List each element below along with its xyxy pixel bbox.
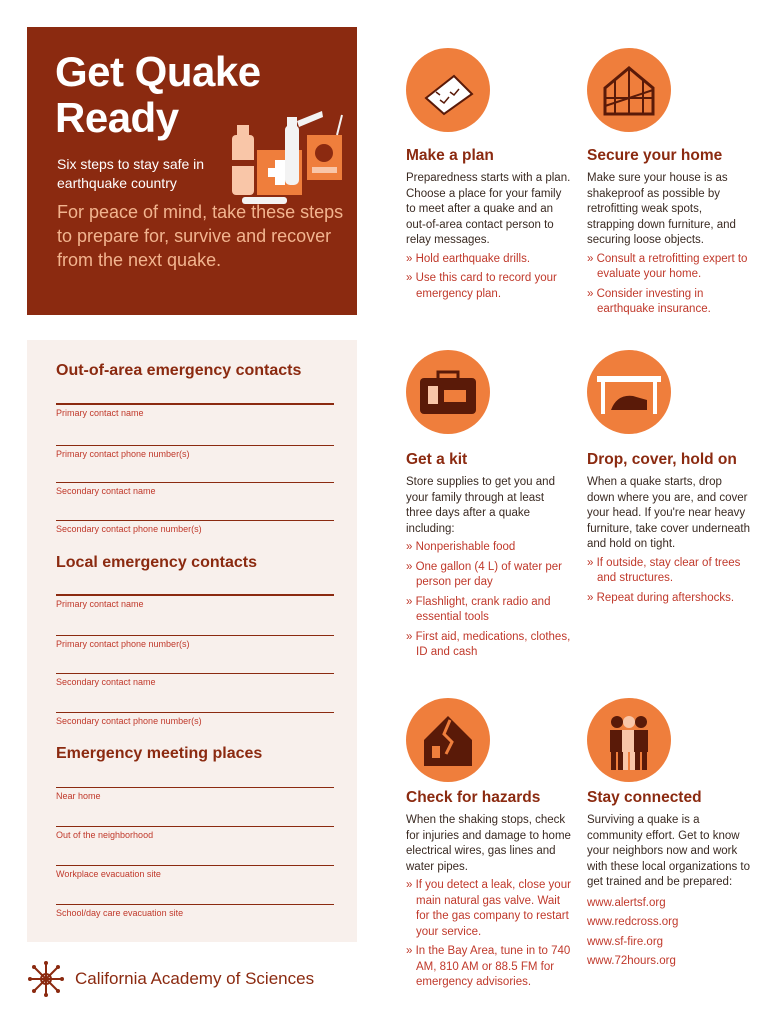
field-label: Near home [56,791,101,801]
step-title: Make a plan [406,147,494,164]
step-list [587,252,752,318]
link-sf-fire[interactable]: www.sf-fire.org [587,935,664,948]
link-alertsf[interactable]: www.alertsf.org [587,896,666,909]
field-label: Secondary contact phone number(s) [56,524,202,534]
damaged-house-icon [406,698,490,782]
list-item: » If you detect a leak, close your main natural gas valve. Wait for the gas company to restart your service. [406,878,571,940]
list-item: » First aid, medications, clothes, ID and cash [406,630,571,661]
step-stay-connected [587,788,752,972]
field-label: Primary contact phone number(s) [56,449,190,459]
document-icon [406,48,490,132]
field-label: Secondary contact name [56,486,156,496]
step-make-a-plan [406,146,571,306]
field-line [56,787,334,788]
form-field[interactable] [56,787,334,801]
field-line [56,445,334,446]
step-body: Store supplies to get you and your family through at least three days after a quake including: [406,476,555,535]
step-title: Get a kit [406,451,468,468]
step-list [587,556,752,607]
list-item: » In the Bay Area, tune in to 740 AM, 810 AM or 88.5 FM for emergency advisories. [406,944,571,991]
emergency-supplies-icon [227,105,347,215]
field-line [56,712,334,713]
field-line [56,403,334,405]
house-icon [587,48,671,132]
step-title: Drop, cover, hold on [587,451,737,468]
people-icon [587,698,671,782]
step-secure-your-home [587,146,752,322]
form-field[interactable] [56,865,334,879]
field-label: School/day care evacuation site [56,908,184,918]
link-72hours[interactable]: www.72hours.org [587,955,676,967]
form-field[interactable] [56,594,334,609]
list-item: » Flashlight, crank radio and essential tools [406,595,571,626]
step-title: Check for hazards [406,789,541,806]
out-of-area-title: Out-of-area emergency contacts [56,362,302,379]
step-list [406,878,571,991]
hero-title-line2: Ready [55,94,179,141]
step-list [406,252,571,303]
field-line [56,865,334,866]
field-label: Secondary contact phone number(s) [56,716,202,726]
local-contacts-title: Local emergency contacts [56,554,257,571]
link-list [587,894,752,972]
kit-icon [406,350,490,434]
field-line [56,520,334,521]
field-label: Primary contact phone number(s) [56,639,190,649]
field-line [56,904,334,905]
list-item: » Consult a retrofitting expert to evaluate your home. [587,252,752,283]
list-item: » Nonperishable food [406,540,571,556]
step-check-for-hazards [406,788,571,995]
step-title: Secure your home [587,147,723,164]
step-list [406,540,571,661]
form-field[interactable] [56,403,334,418]
step-drop-cover-hold-on [587,450,752,610]
link-redcross[interactable]: www.redcross.org [587,916,679,928]
hero-panel [27,27,357,315]
form-field[interactable] [56,445,334,459]
form-field[interactable] [56,482,334,496]
table-icon [587,350,671,434]
field-label: Primary contact name [56,408,144,418]
field-label: Secondary contact name [56,677,156,687]
hero-title-line1: Get Quake [55,48,261,95]
list-item: » Consider investing in earthquake insurance. [587,287,752,318]
hero-body: For peace of mind, take these steps to prepare for, survive and recover from the next quake. [57,202,344,270]
list-item: » Hold earthquake drills. [406,252,571,268]
step-get-a-kit [406,450,571,665]
step-body: When a quake starts, drop down where you are, and cover your head. If you're near heavy furniture, take cover underneath and hold on tight. [587,476,751,550]
field-line [56,826,334,827]
step-body: When the shaking stops, check for injuries and damage to home electrical wires, gas lines and water pipes. [406,814,571,873]
emergency-plan-form [27,340,357,942]
form-field[interactable] [56,635,334,649]
step-body: Surviving a quake is a community effort. Get to know your neighbors now and work with these local organizations to get trained and be prepared: [587,814,751,888]
list-item: » Repeat during aftershocks. [587,591,752,607]
step-body: Preparedness starts with a plan. Choose a place for your family to meet after a quake and an out-of-area contact person to relay messages. [406,172,571,246]
field-label: Workplace evacuation site [56,869,161,879]
footer [27,960,357,1000]
step-title: Stay connected [587,789,702,806]
form-field[interactable] [56,712,334,726]
list-item: » One gallon (4 L) of water per person per day [406,560,571,591]
academy-logo-icon [27,960,65,998]
form-field[interactable] [56,520,334,534]
list-item: » Use this card to record your emergency plan. [406,271,571,302]
form-field[interactable] [56,904,334,918]
form-field[interactable] [56,673,334,687]
field-line [56,673,334,674]
form-field[interactable] [56,826,334,840]
field-label: Primary contact name [56,599,144,609]
hero-subtitle: Six steps to stay safe in earthquake country [57,156,205,191]
field-label: Out of the neighborhood [56,830,154,840]
org-name: California Academy of Sciences [75,969,315,988]
meeting-places-title: Emergency meeting places [56,745,263,762]
field-line [56,482,334,483]
field-line [56,635,334,636]
field-line [56,594,334,596]
list-item: » If outside, stay clear of trees and structures. [587,556,752,587]
step-body: Make sure your house is as shakeproof as possible by retrofitting weak spots, strapping down furniture, and securing loose objects. [587,172,736,246]
